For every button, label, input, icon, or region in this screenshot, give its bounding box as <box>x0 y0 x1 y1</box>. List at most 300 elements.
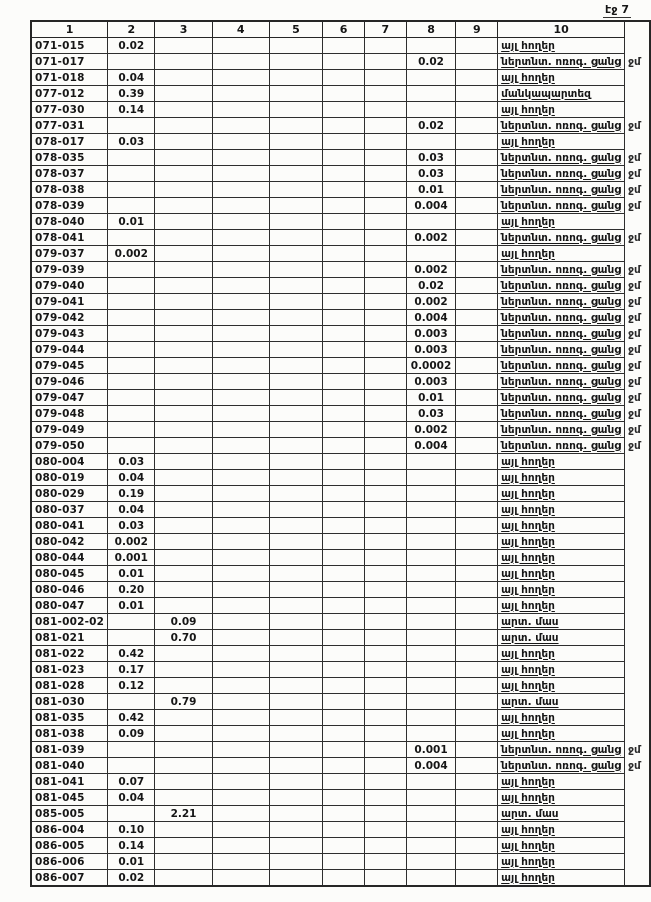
table-row <box>31 134 650 150</box>
land-use-label: ներտնտ. ոռոգ. ցանց <box>498 230 625 246</box>
col6-cell <box>323 550 365 566</box>
col2-area-value <box>108 198 155 214</box>
col8-area-value <box>406 70 456 86</box>
col3-area-value: 0.79 <box>155 694 212 710</box>
table-row <box>31 358 650 374</box>
col6-cell <box>323 454 365 470</box>
parcel-code: 086-007 <box>31 870 108 887</box>
table-row <box>31 854 650 870</box>
col6-cell <box>323 582 365 598</box>
col2-area-value: 0.02 <box>108 870 155 887</box>
col8-area-value <box>406 630 456 646</box>
table-row <box>31 342 650 358</box>
col4-cell <box>212 774 269 790</box>
col3-area-value <box>155 342 212 358</box>
col5-cell <box>269 486 322 502</box>
col8-area-value: 0.004 <box>406 758 456 774</box>
col3-area-value <box>155 646 212 662</box>
col2-area-value: 0.002 <box>108 534 155 550</box>
col6-cell <box>323 262 365 278</box>
col7-cell <box>364 854 406 870</box>
land-use-label: ներտնտ. ոռոգ. ցանց <box>498 326 625 342</box>
parcel-code: 080-004 <box>31 454 108 470</box>
land-use-label: ներտնտ. ոռոգ. ցանց <box>498 150 625 166</box>
col7-cell <box>364 310 406 326</box>
col5-cell <box>269 870 322 887</box>
col5-cell <box>269 182 322 198</box>
col7-cell <box>364 358 406 374</box>
col2-area-value <box>108 342 155 358</box>
col6-cell <box>323 518 365 534</box>
table-row <box>31 310 650 326</box>
table-row <box>31 742 650 758</box>
col2-area-value: 0.01 <box>108 214 155 230</box>
col2-area-value: 0.03 <box>108 518 155 534</box>
col3-area-value <box>155 422 212 438</box>
col2-area-value <box>108 630 155 646</box>
parcel-code: 079-042 <box>31 310 108 326</box>
table-row <box>31 182 650 198</box>
col2-area-value <box>108 422 155 438</box>
col9-cell <box>456 838 498 854</box>
col2-area-value: 0.01 <box>108 598 155 614</box>
col7-cell <box>364 246 406 262</box>
col2-area-value: 0.04 <box>108 70 155 86</box>
col7-cell <box>364 278 406 294</box>
parcel-code: 079-046 <box>31 374 108 390</box>
margin-note <box>625 134 650 150</box>
table-row <box>31 502 650 518</box>
col7-cell <box>364 182 406 198</box>
column-header: 10 <box>498 21 625 38</box>
margin-note: ջմ <box>628 439 641 452</box>
margin-note <box>625 838 650 854</box>
col3-area-value <box>155 118 212 134</box>
col8-area-value <box>406 582 456 598</box>
col6-cell <box>323 790 365 806</box>
col8-area-value <box>406 854 456 870</box>
col9-cell <box>456 406 498 422</box>
table-row <box>31 214 650 230</box>
col4-cell <box>212 326 269 342</box>
col2-area-value: 0.03 <box>108 454 155 470</box>
col6-cell <box>323 38 365 54</box>
col3-area-value <box>155 822 212 838</box>
parcel-code: 081-022 <box>31 646 108 662</box>
col7-cell <box>364 294 406 310</box>
col5-cell <box>269 310 322 326</box>
col7-cell <box>364 774 406 790</box>
table-row <box>31 262 650 278</box>
margin-note: ջմ <box>628 311 641 324</box>
col8-area-value <box>406 454 456 470</box>
margin-note: ջմ <box>628 359 641 372</box>
col9-cell <box>456 870 498 887</box>
parcel-code: 081-040 <box>31 758 108 774</box>
col9-cell <box>456 214 498 230</box>
parcel-code: 079-045 <box>31 358 108 374</box>
col9-cell <box>456 198 498 214</box>
parcel-code: 078-038 <box>31 182 108 198</box>
margin-note: ջմ <box>628 343 641 356</box>
col7-cell <box>364 646 406 662</box>
col8-area-value <box>406 614 456 630</box>
col5-cell <box>269 614 322 630</box>
col7-cell <box>364 694 406 710</box>
margin-note: ջմ <box>628 199 641 212</box>
col9-cell <box>456 150 498 166</box>
land-use-label: ներտնտ. ոռոգ. ցանց <box>498 358 625 374</box>
col7-cell <box>364 806 406 822</box>
col4-cell <box>212 518 269 534</box>
col4-cell <box>212 358 269 374</box>
col3-area-value <box>155 214 212 230</box>
col7-cell <box>364 790 406 806</box>
margin-note <box>625 806 650 822</box>
land-use-label: այլ հողեր <box>498 710 625 726</box>
table-row <box>31 598 650 614</box>
column-header: 2 <box>108 21 155 38</box>
col5-cell <box>269 38 322 54</box>
margin-note: ջմ <box>628 375 641 388</box>
land-use-label: ներտնտ. ոռոգ. ցանց <box>498 390 625 406</box>
col8-area-value: 0.004 <box>406 198 456 214</box>
col9-cell <box>456 54 498 70</box>
col4-cell <box>212 38 269 54</box>
margin-note <box>625 566 650 582</box>
column-header: 8 <box>406 21 456 38</box>
col3-area-value <box>155 518 212 534</box>
margin-note: ջմ <box>628 423 641 436</box>
margin-note: ջմ <box>628 55 641 68</box>
col3-area-value <box>155 726 212 742</box>
col6-cell <box>323 774 365 790</box>
land-use-label: այլ հողեր <box>498 662 625 678</box>
col9-cell <box>456 374 498 390</box>
col9-cell <box>456 822 498 838</box>
land-use-label: ներտնտ. ոռոգ. ցանց <box>498 118 625 134</box>
margin-note <box>625 502 650 518</box>
table-row <box>31 438 650 454</box>
col9-cell <box>456 854 498 870</box>
col6-cell <box>323 742 365 758</box>
col8-area-value <box>406 678 456 694</box>
col3-area-value <box>155 262 212 278</box>
land-use-label: այլ հողեր <box>498 246 625 262</box>
col3-area-value <box>155 294 212 310</box>
col6-cell <box>323 486 365 502</box>
land-use-label: ներտնտ. ոռոգ. ցանց <box>498 262 625 278</box>
col5-cell <box>269 678 322 694</box>
col3-area-value <box>155 86 212 102</box>
col5-cell <box>269 518 322 534</box>
margin-note <box>625 102 650 118</box>
parcel-code: 081-041 <box>31 774 108 790</box>
col8-area-value <box>406 86 456 102</box>
col5-cell <box>269 502 322 518</box>
table-row <box>31 118 650 134</box>
col3-area-value <box>155 758 212 774</box>
parcel-code: 078-037 <box>31 166 108 182</box>
col9-cell <box>456 326 498 342</box>
parcel-code: 071-017 <box>31 54 108 70</box>
land-use-label: այլ հողեր <box>498 550 625 566</box>
col4-cell <box>212 838 269 854</box>
col3-area-value <box>155 870 212 887</box>
col5-cell <box>269 534 322 550</box>
col2-area-value: 0.20 <box>108 582 155 598</box>
col9-cell <box>456 70 498 86</box>
land-use-label: այլ հողեր <box>498 726 625 742</box>
col8-area-value <box>406 246 456 262</box>
col2-area-value: 0.12 <box>108 678 155 694</box>
table-row <box>31 518 650 534</box>
table-row <box>31 150 650 166</box>
margin-note <box>625 678 650 694</box>
col6-cell <box>323 758 365 774</box>
col6-cell <box>323 342 365 358</box>
col7-cell <box>364 198 406 214</box>
margin-note <box>625 870 650 887</box>
col5-cell <box>269 598 322 614</box>
parcel-code: 080-041 <box>31 518 108 534</box>
land-use-label: մանկապարտեզ <box>498 86 625 102</box>
col2-area-value <box>108 118 155 134</box>
col9-cell <box>456 246 498 262</box>
col3-area-value <box>155 438 212 454</box>
col6-cell <box>323 102 365 118</box>
col8-area-value: 0.003 <box>406 326 456 342</box>
table-row <box>31 550 650 566</box>
land-use-label: այլ հողեր <box>498 790 625 806</box>
col8-area-value <box>406 534 456 550</box>
table-row <box>31 838 650 854</box>
col2-area-value <box>108 742 155 758</box>
col8-area-value <box>406 822 456 838</box>
parcel-code: 081-002-02 <box>31 614 108 630</box>
col5-cell <box>269 118 322 134</box>
col8-area-value: 0.002 <box>406 294 456 310</box>
table-row <box>31 614 650 630</box>
col2-area-value: 0.09 <box>108 726 155 742</box>
col5-cell <box>269 262 322 278</box>
col4-cell <box>212 854 269 870</box>
col2-area-value: 0.002 <box>108 246 155 262</box>
col6-cell <box>323 390 365 406</box>
col8-area-value: 0.003 <box>406 374 456 390</box>
col7-cell <box>364 518 406 534</box>
col4-cell <box>212 294 269 310</box>
col5-cell <box>269 102 322 118</box>
col9-cell <box>456 614 498 630</box>
table-row <box>31 198 650 214</box>
col4-cell <box>212 342 269 358</box>
col6-cell <box>323 198 365 214</box>
col4-cell <box>212 422 269 438</box>
col9-cell <box>456 774 498 790</box>
col7-cell <box>364 70 406 86</box>
land-use-label: այլ հողեր <box>498 566 625 582</box>
col3-area-value <box>155 310 212 326</box>
col3-area-value <box>155 246 212 262</box>
col3-area-value <box>155 38 212 54</box>
margin-note <box>625 630 650 646</box>
col6-cell <box>323 374 365 390</box>
parcel-code: 071-015 <box>31 38 108 54</box>
col9-cell <box>456 598 498 614</box>
col5-cell <box>269 822 322 838</box>
margin-note: ջմ <box>628 743 641 756</box>
col9-cell <box>456 502 498 518</box>
margin-note <box>625 550 650 566</box>
col9-cell <box>456 230 498 246</box>
table-row <box>31 166 650 182</box>
margin-note <box>625 454 650 470</box>
column-header: 1 <box>31 21 108 38</box>
col6-cell <box>323 86 365 102</box>
col3-area-value <box>155 838 212 854</box>
col5-cell <box>269 470 322 486</box>
col2-area-value <box>108 294 155 310</box>
col5-cell <box>269 742 322 758</box>
col2-area-value: 0.04 <box>108 502 155 518</box>
col2-area-value: 0.39 <box>108 86 155 102</box>
margin-note: ջմ <box>628 295 641 308</box>
col4-cell <box>212 678 269 694</box>
col8-area-value <box>406 214 456 230</box>
land-use-label: ներտնտ. ոռոգ. ցանց <box>498 422 625 438</box>
col6-cell <box>323 278 365 294</box>
table-row <box>31 582 650 598</box>
table-header-row <box>31 21 650 38</box>
col4-cell <box>212 870 269 887</box>
col7-cell <box>364 454 406 470</box>
margin-note: ջմ <box>628 327 641 340</box>
table-row <box>31 38 650 54</box>
parcel-code: 080-019 <box>31 470 108 486</box>
col4-cell <box>212 54 269 70</box>
col6-cell <box>323 310 365 326</box>
land-use-label: այլ հողեր <box>498 454 625 470</box>
parcel-code: 079-040 <box>31 278 108 294</box>
parcel-code: 080-047 <box>31 598 108 614</box>
col9-cell <box>456 630 498 646</box>
land-register-table <box>30 20 651 887</box>
col5-cell <box>269 422 322 438</box>
parcel-code: 079-041 <box>31 294 108 310</box>
col3-area-value: 0.70 <box>155 630 212 646</box>
col2-area-value <box>108 438 155 454</box>
col6-cell <box>323 134 365 150</box>
col5-cell <box>269 390 322 406</box>
col5-cell <box>269 406 322 422</box>
col5-cell <box>269 854 322 870</box>
col8-area-value <box>406 518 456 534</box>
col5-cell <box>269 566 322 582</box>
land-use-label: այլ հողեր <box>498 214 625 230</box>
col3-area-value <box>155 502 212 518</box>
col8-area-value <box>406 726 456 742</box>
margin-note <box>625 598 650 614</box>
land-use-label: այլ հողեր <box>498 822 625 838</box>
col7-cell <box>364 374 406 390</box>
col4-cell <box>212 278 269 294</box>
table-row <box>31 534 650 550</box>
parcel-code: 080-046 <box>31 582 108 598</box>
col6-cell <box>323 118 365 134</box>
col3-area-value <box>155 150 212 166</box>
col4-cell <box>212 374 269 390</box>
col7-cell <box>364 342 406 358</box>
parcel-code: 085-005 <box>31 806 108 822</box>
col7-cell <box>364 470 406 486</box>
col2-area-value: 0.01 <box>108 854 155 870</box>
col8-area-value: 0.01 <box>406 390 456 406</box>
col8-area-value: 0.003 <box>406 342 456 358</box>
col9-cell <box>456 662 498 678</box>
col4-cell <box>212 710 269 726</box>
margin-note <box>625 790 650 806</box>
col8-area-value <box>406 694 456 710</box>
table-row <box>31 406 650 422</box>
col7-cell <box>364 822 406 838</box>
parcel-code: 081-038 <box>31 726 108 742</box>
col4-cell <box>212 646 269 662</box>
col3-area-value <box>155 550 212 566</box>
margin-note <box>625 70 650 86</box>
col8-area-value <box>406 598 456 614</box>
table-body <box>31 38 650 887</box>
margin-note <box>625 534 650 550</box>
table-row <box>31 630 650 646</box>
col3-area-value <box>155 182 212 198</box>
table-row <box>31 710 650 726</box>
col9-cell <box>456 486 498 502</box>
col3-area-value <box>155 678 212 694</box>
land-use-label: ներտնտ. ոռոգ. ցանց <box>498 438 625 454</box>
col9-cell <box>456 118 498 134</box>
col6-cell <box>323 246 365 262</box>
margin-note <box>625 470 650 486</box>
column-header: 4 <box>212 21 269 38</box>
col6-cell <box>323 630 365 646</box>
col2-area-value <box>108 310 155 326</box>
col7-cell <box>364 550 406 566</box>
table-row <box>31 726 650 742</box>
col5-cell <box>269 758 322 774</box>
col2-area-value <box>108 614 155 630</box>
col7-cell <box>364 758 406 774</box>
col5-cell <box>269 342 322 358</box>
table-row <box>31 806 650 822</box>
col7-cell <box>364 390 406 406</box>
col8-area-value: 0.03 <box>406 406 456 422</box>
col6-cell <box>323 614 365 630</box>
table-row <box>31 694 650 710</box>
col9-cell <box>456 262 498 278</box>
parcel-code: 086-005 <box>31 838 108 854</box>
col8-area-value <box>406 38 456 54</box>
col3-area-value <box>155 326 212 342</box>
col6-cell <box>323 806 365 822</box>
margin-note: ջմ <box>628 119 641 132</box>
col4-cell <box>212 502 269 518</box>
col4-cell <box>212 102 269 118</box>
col6-cell <box>323 326 365 342</box>
col6-cell <box>323 422 365 438</box>
col9-cell <box>456 358 498 374</box>
col8-area-value <box>406 646 456 662</box>
